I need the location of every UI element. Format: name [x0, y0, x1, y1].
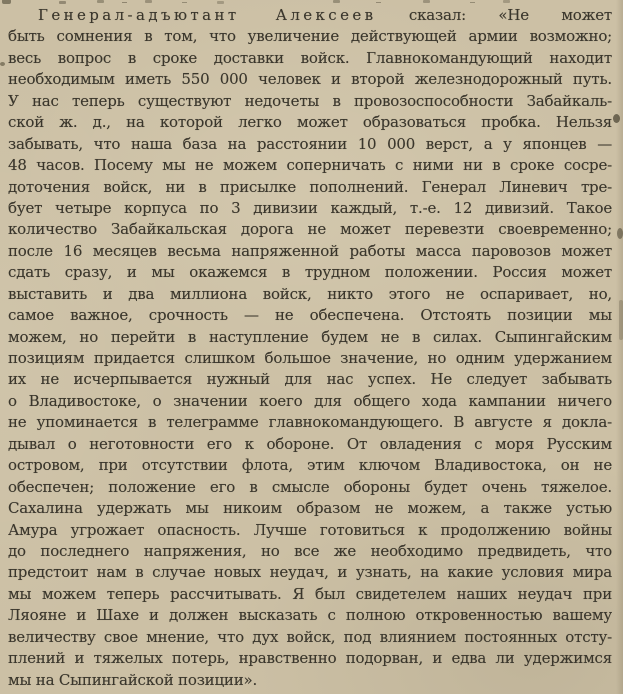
text-line: после 16 месяцев весьма напряженной работы масса паровозов может	[8, 241, 612, 260]
speaker-name-letterspaced: Генерал-адъютант Алексеев	[38, 6, 377, 24]
text-line: величеству свое мнение, что дух войск, под влиянием постоянных отсту-	[8, 627, 612, 646]
scan-artifact	[619, 300, 623, 340]
text-line: мы можем теперь рассчитывать. Я был свидетелем наших неудач при	[8, 584, 612, 603]
text-line: доточения войск, ни в присылке пополнений. Генерал Линевич тре-	[8, 177, 612, 196]
text-line: позициям придается слишком большое значение, но одним удержанием	[8, 349, 612, 367]
text-line: весь вопрос в сроке доставки войск. Главнокомандующий находит	[8, 48, 612, 67]
text-line: забывать, что наша база на расстоянии 10 000 верст, а у японцев —	[8, 134, 612, 153]
text-line: островом, при отсутствии флота, этим ключом Владивостока, он не	[8, 456, 612, 475]
text-line: ской ж. д., на которой легко может образоваться пробка. Нельзя	[8, 113, 612, 132]
text-line: бует четыре корпуса по 3 дивизии каждый, т.-е. 12 дивизий. Такое	[8, 198, 612, 217]
scan-artifact	[617, 228, 623, 239]
scan-artifact	[613, 114, 620, 123]
text-line: мы на Сыпингайской позиции».	[8, 670, 258, 689]
text-line	[8, 5, 612, 26]
text-line: Сахалина удержать мы никоим образом не можем, а также устью	[8, 499, 612, 518]
text-line: 48 часов. Посему мы не можем соперничать с ними ни в сроке сосре-	[8, 156, 612, 175]
text-line-rest: сказал: «Не может	[376, 6, 612, 24]
paragraph	[8, 5, 612, 691]
text-line: выставить и два миллиона войск, никто этого не оспаривает, но,	[8, 284, 612, 303]
text-line: предстоит нам в случае новых неудач, и узнать, на какие условия мира	[8, 563, 612, 582]
text-line: Амура угрожает опасность. Лучше готовиться к продолжению войны	[8, 520, 612, 539]
text-line: Ляояне и Шахе и должен высказать с полною откровенностью вашему	[8, 606, 612, 625]
text-line: обеспечен; положение его в смысле обороны будет очень тяжелое.	[8, 477, 612, 496]
text-line: У нас теперь существуют недочеты в провозоспособности Забайкаль-	[8, 91, 612, 110]
text-line: сдать сразу, и мы окажемся в трудном положении. Россия может	[8, 263, 612, 282]
text-line: дывал о неготовности его к обороне. От овладения с моря Русским	[8, 434, 612, 453]
text-line: не упоминается в телеграмме главнокомандующего. В августе я докла-	[8, 413, 612, 432]
scan-artifact	[0, 62, 5, 66]
clipped-previous-line-fragment	[2, 0, 11, 4]
text-line: самое важное, срочность — не обеспечена. Отстоять позиции мы	[8, 306, 612, 325]
text-line: необходимым иметь 550 000 человек и второй железнодорожный путь.	[8, 70, 612, 89]
text-line: количество Забайкальская дорога не может перевезти своевременно;	[8, 220, 612, 239]
text-line: можем, но перейти в наступление будем не в силах. Сыпингайским	[8, 327, 612, 346]
text-line: о Владивостоке, о значении коего для общего хода кампании ничего	[8, 391, 612, 410]
text-line: плений и тяжелых потерь, нравственно подорван, и едва ли удержимся	[8, 649, 612, 668]
text-line: их не исчерпывается нужный для нас успех. Не следует забывать	[8, 370, 612, 389]
text-line: до последнего напряжения, но все же необходимо предвидеть, что	[8, 541, 612, 560]
text-line: быть сомнения в том, что увеличение действующей армии возможно;	[8, 27, 612, 46]
